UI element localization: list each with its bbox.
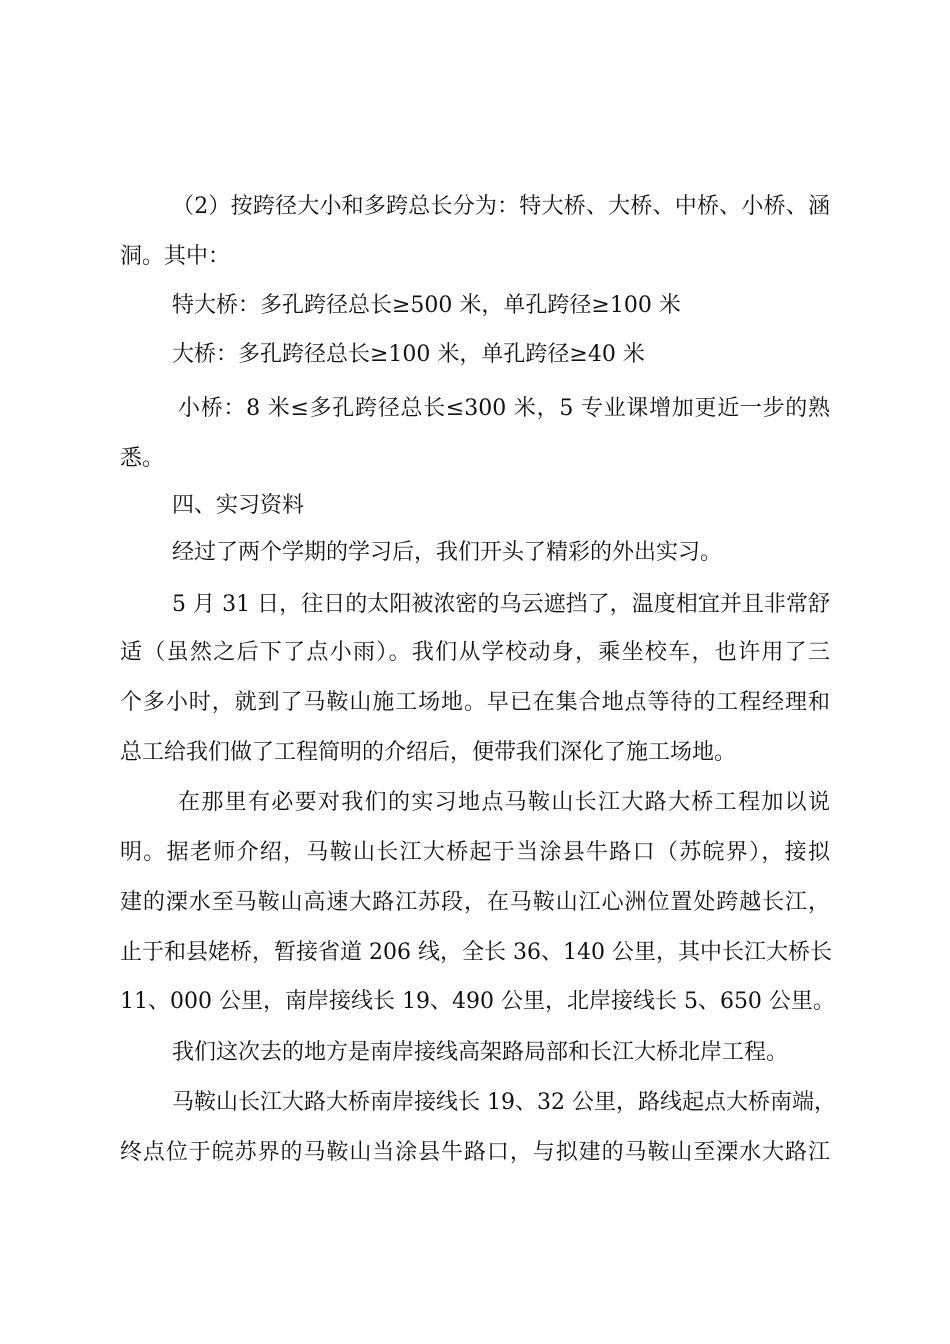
paragraph-line: 11、000 公里，南岸接线长 19、490 公里，北岸接线长 5、650 公里。	[120, 989, 835, 1014]
paragraph-line: （2）按跨径大小和多跨总长分为：特大桥、大桥、中桥、小桥、涵	[172, 194, 830, 219]
paragraph-line: 我们这次去的地方是南岸接线高架路局部和长江大桥北岸工程。	[172, 1040, 789, 1065]
paragraph-line: 止于和县姥桥，暂接省道 206 线，全长 36、140 公里，其中长江大桥长	[120, 940, 832, 965]
paragraph-line: 5 月 31 日，往日的太阳被浓密的乌云遮挡了，温度相宜并且非常舒	[172, 592, 830, 617]
paragraph-line: 马鞍山长江大路大桥南岸接线长 19、32 公里，路线起点大桥南端，	[172, 1090, 836, 1115]
paragraph-line: 悉。	[120, 446, 165, 471]
paragraph-line: 建的溧水至马鞍山高速大路江苏段，在马鞍山江心洲位置处跨越长江，	[120, 890, 830, 915]
paragraph-line: 适（虽然之后下了点小雨）。我们从学校动身，乘坐校车，也许用了三	[120, 640, 830, 665]
paragraph-line: 小桥：8 米≤多孔跨径总长≤300 米，5 专业课增加更近一步的熟	[178, 396, 830, 421]
paragraph-line: 个多小时，就到了马鞍山施工场地。早已在集合地点等待的工程经理和	[120, 690, 830, 715]
paragraph-line: 明。据老师介绍，马鞍山长江大桥起于当涂县牛路口（苏皖界），接拟	[120, 840, 830, 865]
paragraph-line: 经过了两个学期的学习后，我们开头了精彩的外出实习。	[172, 540, 723, 565]
paragraph-line: 在那里有必要对我们的实习地点马鞍山长江大路大桥工程加以说	[178, 790, 830, 815]
paragraph-line: 洞。其中：	[120, 244, 231, 269]
section-heading: 四、实习资料	[172, 493, 305, 518]
paragraph-line: 特大桥：多孔跨径总长≥500 米，单孔跨径≥100 米	[172, 293, 681, 318]
paragraph-line: 大桥：多孔跨径总长≥100 米，单孔跨径≥40 米	[172, 342, 645, 367]
paragraph-line: 总工给我们做了工程简明的介绍后，便带我们深化了施工场地。	[120, 740, 737, 765]
paragraph-line: 终点位于皖苏界的马鞍山当涂县牛路口，与拟建的马鞍山至溧水大路江	[120, 1140, 830, 1165]
